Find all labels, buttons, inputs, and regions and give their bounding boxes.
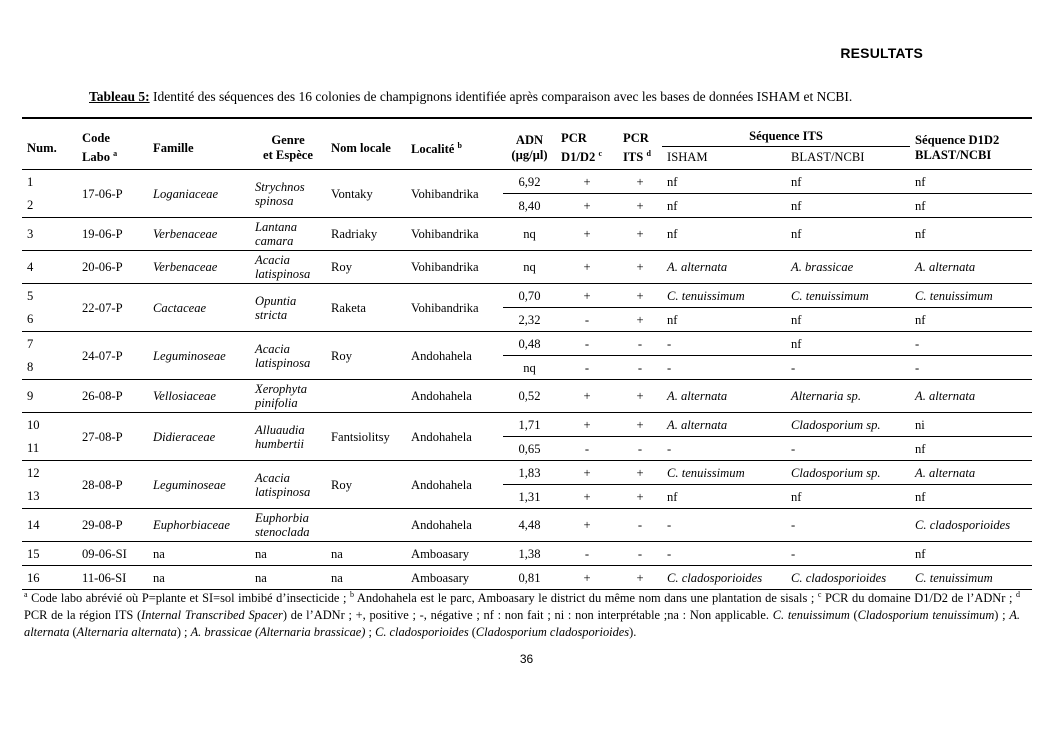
cell-genre: Opuntia stricta <box>255 293 297 322</box>
table-group <box>22 461 1032 509</box>
cell-num: 15 <box>27 546 40 561</box>
cell-pcr-its: - <box>637 360 643 375</box>
cell-genre: Strychnos spinosa <box>255 179 305 208</box>
cell-isham: C. cladosporioides <box>667 570 763 585</box>
header-sequence-d1d2: Séquence D1D2 BLAST/NCBI <box>915 133 1000 162</box>
cell-nom: Vontaky <box>331 186 373 201</box>
cell-adn: 6,92 <box>503 170 556 194</box>
cell-blast: nf <box>791 489 802 504</box>
cell-num: 16 <box>27 570 40 585</box>
table-row <box>22 461 1032 485</box>
cell-blast: nf <box>791 198 802 213</box>
cell-pcr-d1d2: + <box>556 461 618 485</box>
cell-code: 17-06-P <box>82 186 123 201</box>
caption-text: Identité des séquences des 16 colonies de champignons identifiée après comparaison avec les bases de données ISHAM et NCBI. <box>149 89 853 104</box>
cell-nom: Roy <box>331 348 352 363</box>
table-row <box>22 218 1032 251</box>
cell-pcr-its: + <box>618 413 662 437</box>
cell-num: 7 <box>27 336 34 351</box>
table-group <box>22 509 1032 542</box>
cell-code: 27-08-P <box>82 429 123 444</box>
cell-adn: nq <box>523 227 536 241</box>
cell-pcr-its: + <box>636 312 644 327</box>
table-row <box>22 509 1032 542</box>
cell-localite: Andohahela <box>411 477 472 492</box>
cell-adn: nq <box>523 260 536 274</box>
header-isham: ISHAM <box>667 150 708 164</box>
cell-d1d2: C. tenuissimum <box>910 284 1032 308</box>
cell-famille: Cactaceae <box>153 300 207 315</box>
cell-genre: na <box>255 570 267 585</box>
cell-genre: Euphorbia stenoclada <box>255 511 310 539</box>
cell-pcr-d1d2: - <box>556 332 618 356</box>
cell-num: 13 <box>27 489 40 504</box>
cell-isham: nf <box>667 227 678 241</box>
cell-d1d2: A. alternata <box>915 260 976 274</box>
cell-adn: 0,65 <box>518 441 541 456</box>
cell-nom <box>326 509 406 542</box>
cell-code: 20-06-P <box>82 260 123 274</box>
cell-pcr-d1d2: + <box>556 170 618 194</box>
cell-d1d2: ni <box>910 413 1032 437</box>
cell-pcr-d1d2: - <box>584 312 590 327</box>
cell-famille: Verbenaceae <box>153 227 218 241</box>
cell-blast: - <box>791 546 796 561</box>
cell-isham: - <box>667 546 672 561</box>
cell-d1d2: A. alternata <box>915 389 976 403</box>
cell-d1d2: nf <box>915 312 926 327</box>
cell-genre: Lantana camara <box>255 220 297 248</box>
cell-blast: nf <box>791 312 802 327</box>
cell-pcr-d1d2: - <box>584 546 590 561</box>
cell-num: 2 <box>27 198 34 213</box>
cell-nom: Roy <box>331 260 352 274</box>
header-num: Num. <box>27 140 57 155</box>
cell-isham: A. alternata <box>667 260 728 274</box>
cell-adn: 0,48 <box>503 332 556 356</box>
table-group <box>22 218 1032 251</box>
table-row <box>22 542 1032 566</box>
cell-isham: A. alternata <box>667 389 728 403</box>
cell-pcr-d1d2: + <box>556 284 618 308</box>
cell-pcr-its: + <box>636 489 644 504</box>
cell-d1d2: C. cladosporioides <box>915 518 1011 532</box>
cell-pcr-d1d2: + <box>583 227 591 241</box>
cell-nom: Raketa <box>331 300 366 315</box>
cell-famille: Leguminoseae <box>153 348 226 363</box>
table-header <box>22 118 1032 170</box>
cell-code: 28-08-P <box>82 477 123 492</box>
cell-localite: Andohahela <box>411 429 472 444</box>
cell-pcr-its: + <box>636 260 644 274</box>
cell-code: 11-06-SI <box>82 570 127 585</box>
cell-genre: Acacia latispinosa <box>255 253 311 281</box>
cell-pcr-its: + <box>636 570 644 585</box>
cell-blast: C. cladosporioides <box>791 570 887 585</box>
cell-isham: nf <box>667 489 678 504</box>
page-number: 36 <box>519 652 534 666</box>
cell-adn: 8,40 <box>518 198 541 213</box>
cell-adn: nq <box>523 360 536 375</box>
cell-famille: na <box>153 546 165 561</box>
cell-blast: - <box>791 518 796 532</box>
cell-isham: - <box>662 332 786 356</box>
cell-adn: 1,38 <box>518 546 541 561</box>
cell-pcr-d1d2: + <box>583 518 591 532</box>
header-pcr-d1d2: PCR D1/D2 $^c$ <box>561 130 603 165</box>
cell-num: 5 <box>27 288 34 303</box>
header-nom: Nom locale <box>331 140 391 155</box>
cell-code: 24-07-P <box>82 348 123 363</box>
cell-isham: - <box>667 360 672 375</box>
cell-code: 26-08-P <box>82 389 123 403</box>
cell-blast: Alternaria sp. <box>791 389 861 403</box>
cell-isham: nf <box>667 312 678 327</box>
cell-genre: na <box>255 546 267 561</box>
cell-nom: na <box>331 570 343 585</box>
table-group <box>22 413 1032 461</box>
cell-num: 12 <box>27 465 40 480</box>
table-footnote: $^a$ Code labo abrévié où P=plante et SI=sol imbibé d’insecticide ; $^b$ Andohahela est le parc, Amboasary le district du même nom dans une plantation de sisals ; $^c$ PCR du domaine D1/D2 de l’ADNr ; $^d$ PCR de la région ITS (Internal Transcribed Spacer) de l’ADNr ; +, positive ; -, négative ; nf : non fait ; ni : non interprétable ;na : Non applicable. C. tenuissimum (Cladosporium tenuissimum) ; A. alternata (Alternaria alternata) ; A. brassicae (Alternaria brassicae) ; C. cladosporioides (Cladosporium cladosporioides). <box>24 590 1021 640</box>
cell-pcr-its: - <box>637 441 643 456</box>
cell-pcr-d1d2: + <box>583 489 591 504</box>
header-genre: Genre et Espèce <box>262 133 313 162</box>
cell-localite: Amboasary <box>411 546 470 561</box>
cell-genre: Acacia latispinosa <box>255 341 311 370</box>
cell-famille: Vellosiaceae <box>153 389 216 403</box>
cell-blast: - <box>791 441 796 456</box>
cell-isham: C. tenuissimum <box>662 284 786 308</box>
table-row <box>22 170 1032 194</box>
cell-num: 8 <box>27 360 34 375</box>
table-caption <box>89 89 852 105</box>
cell-code: 22-07-P <box>82 300 123 315</box>
cell-blast: A. brassicae <box>791 260 854 274</box>
cell-localite: Andohahela <box>411 518 472 532</box>
cell-pcr-its: - <box>618 332 662 356</box>
cell-adn: 1,83 <box>503 461 556 485</box>
cell-isham: C. tenuissimum <box>662 461 786 485</box>
cell-d1d2: - <box>910 332 1032 356</box>
cell-d1d2: nf <box>915 227 926 241</box>
cell-d1d2: C. tenuissimum <box>915 570 993 585</box>
header-sequence-its: Séquence ITS <box>662 118 910 147</box>
cell-num: 11 <box>27 441 40 456</box>
cell-nom: Roy <box>331 477 352 492</box>
cell-blast: - <box>791 360 796 375</box>
cell-d1d2: - <box>915 360 920 375</box>
cell-pcr-its: + <box>636 389 644 403</box>
cell-adn: 0,81 <box>518 570 541 585</box>
cell-d1d2: nf <box>915 198 926 213</box>
cell-isham: nf <box>662 170 786 194</box>
table-group <box>22 284 1032 332</box>
cell-pcr-its: + <box>636 198 644 213</box>
table-row <box>22 380 1032 413</box>
table-group <box>22 332 1032 380</box>
cell-pcr-its: + <box>618 284 662 308</box>
cell-adn: 0,70 <box>503 284 556 308</box>
cell-genre: Alluaudia humbertii <box>255 422 305 451</box>
table-row <box>22 413 1032 437</box>
cell-isham: A. alternata <box>662 413 786 437</box>
cell-code: 09-06-SI <box>82 546 127 561</box>
cell-d1d2: nf <box>915 546 926 561</box>
header-localite: Localité $^b$ <box>411 141 462 157</box>
cell-num: 14 <box>27 518 40 532</box>
cell-num: 10 <box>27 417 40 432</box>
table-group <box>22 542 1032 566</box>
header-blast: BLAST/NCBI <box>791 150 865 164</box>
cell-localite: Vohibandrika <box>411 186 479 201</box>
cell-isham: nf <box>667 198 678 213</box>
cell-pcr-d1d2: + <box>556 413 618 437</box>
cell-adn: 4,48 <box>518 518 541 532</box>
cell-pcr-d1d2: + <box>583 260 591 274</box>
header-famille: Famille <box>153 140 194 155</box>
cell-isham: - <box>667 518 672 532</box>
cell-pcr-its: + <box>636 227 644 241</box>
header-adn: ADN (µg/µl) <box>511 133 548 162</box>
results-table <box>22 117 1032 590</box>
cell-d1d2: nf <box>915 441 926 456</box>
cell-code: 19-06-P <box>82 227 123 241</box>
cell-pcr-d1d2: - <box>584 360 590 375</box>
cell-localite: Vohibandrika <box>411 227 479 241</box>
cell-num: 9 <box>27 389 34 403</box>
cell-blast: nf <box>791 227 802 241</box>
cell-pcr-d1d2: + <box>583 198 591 213</box>
cell-localite: Andohahela <box>411 389 472 403</box>
cell-nom <box>326 380 406 413</box>
cell-adn: 1,71 <box>503 413 556 437</box>
cell-pcr-d1d2: - <box>584 441 590 456</box>
cell-blast: nf <box>786 332 910 356</box>
table-container <box>22 117 1032 590</box>
table-row <box>22 251 1032 284</box>
cell-blast: nf <box>786 170 910 194</box>
cell-genre: Acacia latispinosa <box>255 470 311 499</box>
cell-localite: Vohibandrika <box>411 300 479 315</box>
cell-num: 1 <box>27 174 34 189</box>
cell-d1d2: A. alternata <box>910 461 1032 485</box>
cell-famille: Loganiaceae <box>153 186 219 201</box>
table-group <box>22 251 1032 284</box>
table-group <box>22 380 1032 413</box>
cell-localite: Amboasary <box>411 570 470 585</box>
caption-label: Tableau 5: <box>89 89 150 104</box>
cell-blast: C. tenuissimum <box>786 284 910 308</box>
cell-nom: na <box>331 546 343 561</box>
cell-genre: Xerophyta pinifolia <box>255 382 307 410</box>
cell-famille: Leguminoseae <box>153 477 226 492</box>
cell-blast: Cladosporium sp. <box>786 413 910 437</box>
cell-famille: na <box>153 570 165 585</box>
table-row <box>22 332 1032 356</box>
section-title: RESULTATS <box>840 45 923 61</box>
table-row <box>22 284 1032 308</box>
cell-pcr-d1d2: + <box>583 389 591 403</box>
header-code: Code Labo $^a$ <box>82 130 118 165</box>
cell-adn: 0,52 <box>518 389 541 403</box>
cell-blast: Cladosporium sp. <box>786 461 910 485</box>
cell-localite: Andohahela <box>411 348 472 363</box>
header-pcr-its: PCR ITS $^d$ <box>623 130 651 165</box>
cell-pcr-its: - <box>637 518 643 532</box>
cell-localite: Vohibandrika <box>411 260 479 274</box>
cell-famille: Euphorbiaceae <box>153 518 230 532</box>
cell-adn: 2,32 <box>518 312 541 327</box>
table-group <box>22 170 1032 218</box>
cell-nom: Fantsiolitsy <box>331 429 390 444</box>
cell-num: 3 <box>27 227 34 241</box>
cell-adn: 1,31 <box>518 489 541 504</box>
cell-famille: Didieraceae <box>153 429 216 444</box>
cell-pcr-d1d2: + <box>583 570 591 585</box>
cell-d1d2: nf <box>910 170 1032 194</box>
cell-num: 6 <box>27 312 34 327</box>
cell-nom: Radriaky <box>331 227 378 241</box>
cell-pcr-its: + <box>618 170 662 194</box>
cell-d1d2: nf <box>915 489 926 504</box>
cell-isham: - <box>667 441 672 456</box>
cell-pcr-its: - <box>637 546 643 561</box>
cell-num: 4 <box>27 260 34 274</box>
cell-code: 29-08-P <box>82 518 123 532</box>
cell-famille: Verbenaceae <box>153 260 218 274</box>
cell-pcr-its: + <box>618 461 662 485</box>
